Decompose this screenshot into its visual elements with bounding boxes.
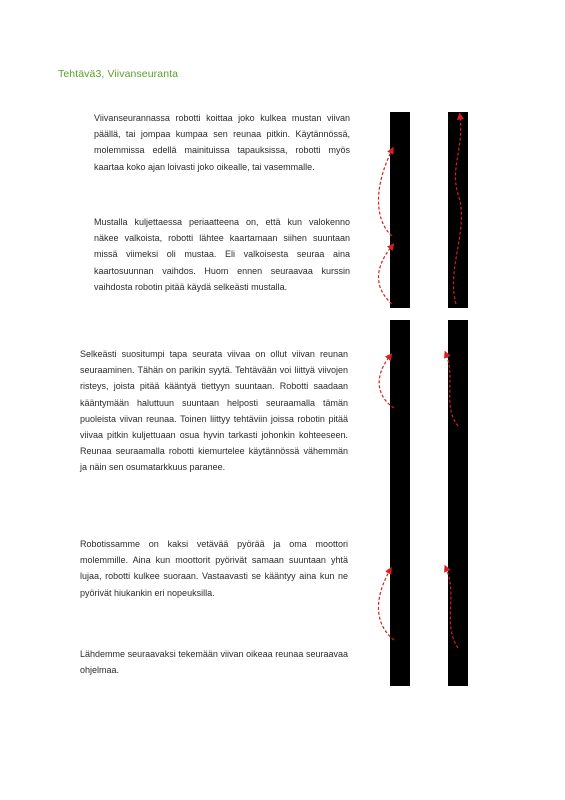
black-line-bottom-right [448, 320, 468, 686]
black-line-top-right [448, 112, 468, 308]
paragraph-black-line-following: Mustalla kuljettaessa periaatteena on, että kun valokenno näkee valkoista, robotti lähtee kaartamaan siihen suuntaan missä viimeksi oli mustaa. Eli valkoisesta seuraa aina kaartosuunnan vaihdos. Huom ennen seuraavaa kurssin vaihdosta robotin pitää käydä selkeästi mustalla. [94, 217, 350, 292]
paragraph-motors: Robotissamme on kaksi vetävää pyörää ja oma moottori molemmille. Aina kun moottorit pyörivät samaan suuntaan yhtä lujaa, robotti kulkee suoraan. Vastaavasti se kääntyy aina kun ne pyörivät hiukankin eri nopeuksilla. [80, 539, 348, 598]
line-following-diagram [360, 108, 480, 688]
robot-path-top-left-2 [379, 246, 393, 304]
paragraph-intro: Viivanseurannassa robotti koittaa joko kulkea mustan viivan päällä, tai jompaa kumpaa sen reunaa pitkin. Käytännössä, molemmissa edellä mainituissa tapauksissa, robotti myös kaartaa koko ajan loivasti joko oikealle, tai vasemmalle. [94, 113, 350, 172]
black-line-top-left [390, 112, 410, 308]
black-line-bottom-left [390, 320, 410, 686]
paragraph-next-step: Lähdemme seuraavaksi tekemään viivan oikeaa reunaa seuraavaa ohjelmaa. [80, 649, 348, 676]
paragraph-edge-following: Selkeästi suositumpi tapa seurata viivaa on ollut viivan reunan seuraaminen. Tähän on parikin syytä. Tehtävään voi liittyä viivojen risteys, joista pitää kääntyä tiettyyn suuntaan. Robotti saadaan kääntymään haluttuun suuntaan helposti seuraamalla tämän puoleista viivan reunaa. Toinen liittyy tehtäviin joissa robotin pitää viivaa pitkin kuljettuaan osua hyvin tarkasti johonkin kohteeseen. Reunaa seuraamalla robotti kiemurtelee käytännössä vähemmän ja näin sen osumatarkkuus paranee. [80, 349, 348, 473]
page-heading: Tehtävä3, Viivanseuranta [58, 68, 179, 80]
robot-path-top-left [379, 150, 393, 236]
